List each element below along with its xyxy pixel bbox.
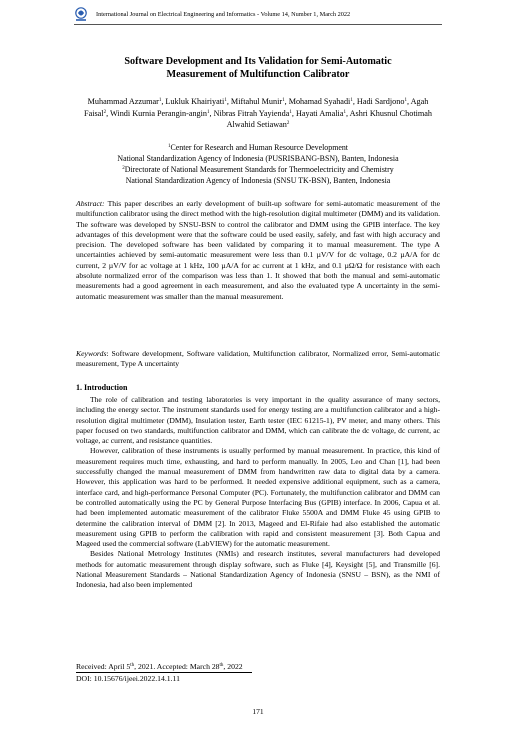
author-affiliation-mark: 1 (343, 109, 346, 115)
author-affiliation-mark: 1 (207, 109, 210, 115)
body-text (76, 395, 440, 591)
affiliation-1-line-1: $^1$Center for Research and Human Resource Development (168, 143, 348, 152)
paragraph: However, calibration of these instruments is usually performed by manual measurement. In practice, this kind of measurement requires much time, exhausting, and hard to perform manually. In 2005, Leo and Chan [1], had been successfully changed the manual measurement of DMM from handwritten raw data to digital data by a camera. However, this application was hard to be performed. It needed expensive additional equipment, such as a camera, interface card, and high-performance Personal Computer (PC). Fortunately, the multifunction calibrator and DMM can be controlled automatically using the PC by General Purpose Interfacing Bus (GPIB) interface. In 2006, Capua et al. had been implemented automatic measurement of the calibrator Fluke 5500A and DMM Fluke 45 using GPIB to determine the calibration interval of DMM [2]. In 2013, Mageed and El-Rifaie had also established the automatic measurement using GPIB to perform the calibration with rapid and consistent measurement [3]. Both Capua and Mageed used the commercial software (LabVIEW) for the automatic measurement. (76, 446, 440, 549)
header-divider (74, 24, 442, 25)
page-number: 171 (252, 707, 264, 716)
doi: DOI: 10.15676/ijeei.2022.14.1.11 (76, 674, 180, 683)
author-affiliation-mark: 1 (350, 98, 353, 103)
journal-header: International Journal on Electrical Engineering and Informatics - Volume 14, Number 1, March 2022 (96, 11, 351, 18)
author: Hadi Sardjono (356, 97, 405, 106)
title-line-2: Measurement of Multifunction Calibrator (166, 69, 350, 80)
abstract-text: This paper describes an early development of built-up software for semi-automatic measurement of the multifunction calibrator using the direct method with the high-resolution digital multimeter (DMM) and its validation. The software was developed by SNSU-BSN to control the calibrator and DMM using the GPIB interface. The key advantages of this development were that the software could be used easily, safely, and fast with high accuracy and precision. The developed software has been validated by comparing it to manual measurement. The type A uncertainties achieved by semi-automatic measurement were less than 0.1 µV/V for dc voltage, 0.2 µA/A for dc current, 2 µV/V for ac voltage at 1 kHz, 100 µA/A for ac current at 1 kHz, and 0.1 µΩ/Ω for resistance with each absolute normalized error of the comparison was less than 1. It showed that both the manual and semi-automatic measurements had a good agreement in each measurement, and also the evaluated type A uncertainty in the semi-automatic measurement was smaller than the manual measurement. (76, 199, 440, 301)
paper-title (74, 55, 442, 81)
author-affiliation-mark: 1 (404, 98, 407, 103)
affiliations (74, 143, 442, 187)
paragraph: The role of calibration and testing laboratories is very important in the quality assurance of many sectors, including the energy sector. The instrument standards used for energy testing are a multifunction calibrator and a high-resolution digital multimeter (DMM), Insulation tester, Earth tester (IEC 61215-1), PV meter, and many others. This paper focused on two standards, multifunction calibrator and DMM, which can calibrate the dc voltage, dc current, ac voltage, ac current, and resistance quantities. (76, 395, 440, 446)
title-line-1: Software Development and Its Validation for Semi-Automatic (124, 56, 392, 67)
author: Mohamad Syahadi (288, 97, 351, 106)
author-affiliation-mark: 1 (289, 109, 292, 115)
footer-divider (76, 672, 252, 673)
author-affiliation-mark: 1 (224, 98, 227, 103)
author: Hayati Amalia (295, 108, 344, 118)
author-affiliation-mark: 1 (282, 98, 285, 103)
author: Miftahul Munir (230, 97, 283, 106)
author: Ashri Khusnul Chotimah Alwahid Setiawan (226, 108, 432, 129)
keywords-text: Software development, Software validation, Multifunction calibrator, Normalized error, Semi-automatic measurement, Type A uncertainty (76, 349, 440, 369)
author-affiliation-mark: 1 (158, 98, 162, 103)
section-heading: 1. Introduction (76, 383, 128, 392)
author: Muhammad Azzumar (87, 97, 159, 106)
author: Lukluk Khairiyati (165, 97, 225, 106)
author: Nibras Fitrah Yayienda (213, 108, 290, 118)
paragraph: Besides National Metrology Institutes (NMIs) and research institutes, several manufacturers had developed methods for automatic measurement through display software, such as Fluke [4], Keysight [5], and Transmille [6]. National Measurement Standards – National Standardization Agency of Indonesia (SNSU – BSN), as the NMI of Indonesia, had also been implemented (76, 549, 440, 590)
affiliation-mark: 1 (168, 144, 171, 149)
affiliation-2-line-2: National Standardization Agency of Indonesia (SNSU TK-BSN), Banten, Indonesia (125, 175, 391, 185)
author: Agah Faisal (84, 97, 429, 118)
author: Windi Kurnia Perangin-angin (110, 108, 208, 118)
affiliation-1-line-2: National Standardization Agency of Indonesia (PUSRISBANG-BSN), Banten, Indonesia (117, 153, 399, 163)
keywords-label: Keywords (76, 349, 107, 358)
author-list: Muhammad Azzumar$^1$, Lukluk Khairiyati$^1$, Miftahul Munir$^1$, Mohamad Syahadi$^1$, Hadi Sardjono$^1$, Agah Faisal$^2$, Windi Kurnia Perangin-angin$^1$, Nibras Fitrah Yayienda$^1$, Hayati Amalia$^1$, Ashri Khusnul Chotimah Alwahid Setiawan$^2$ (84, 97, 432, 129)
journal-logo-icon (74, 7, 88, 22)
affiliation-2-line-1: $^2$Directorate of National Measurement Standards for Thermoelectricity and Chemistry (122, 164, 394, 174)
affiliation-mark: 2 (122, 165, 125, 171)
received-accepted-dates: Received: April 5th, 2021. Accepted: March 28th, 2022 (76, 662, 243, 671)
abstract-label: Abstract: (76, 199, 105, 208)
author-affiliation-mark: 2 (103, 109, 107, 115)
abstract (76, 199, 440, 302)
author-affiliation-mark: 2 (286, 121, 290, 126)
keywords: Keywords: Software development, Software validation, Multifunction calibrator, Normalized error, Semi-automatic measurement, Type A uncertainty (76, 349, 440, 369)
